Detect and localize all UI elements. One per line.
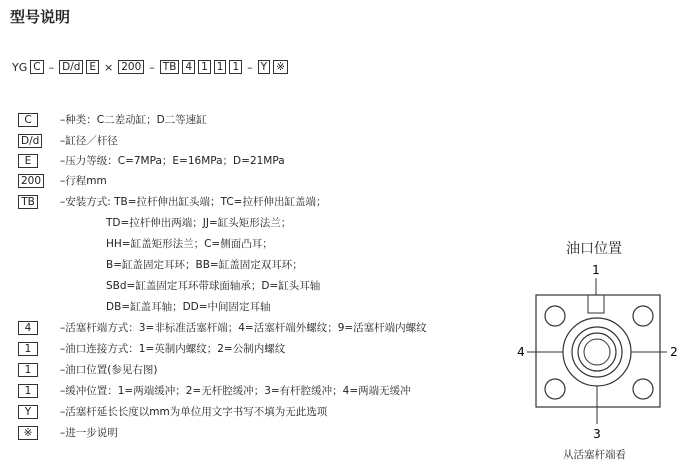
legend-key-box: 1: [18, 384, 38, 398]
legend-key: [18, 426, 38, 440]
legend-description: –油口连接方式：1=英制内螺纹；2=公制内螺纹: [60, 343, 286, 355]
legend-key-box: D/d: [18, 134, 42, 148]
model-code-box: E: [86, 60, 99, 74]
legend-key-box: 4: [18, 321, 38, 335]
bolt-hole-top-left: [545, 306, 565, 326]
page-title: 型号说明: [10, 8, 71, 26]
legend-description: –行程mm: [60, 175, 107, 187]
legend-description: –种类：C二差动缸；D二等速缸: [60, 114, 207, 126]
legend-description: DB=缸盖耳轴；DD=中间固定耳轴: [106, 301, 271, 313]
bolt-hole-bottom-right: [633, 379, 653, 399]
legend-key-box: E: [18, 154, 38, 168]
legend-key: [18, 405, 38, 419]
legend-description: –安装方式: TB=拉杆伸出缸头端；TC=拉杆伸出缸盖端；: [60, 196, 327, 208]
model-code-box: 4: [182, 60, 195, 74]
model-code-separator: –: [149, 60, 155, 74]
model-code-box: ※: [273, 60, 288, 74]
model-code-box: TB: [160, 60, 180, 74]
model-code-box: Y: [258, 60, 270, 74]
legend-key: [18, 363, 38, 377]
model-code-prefix: YG: [12, 60, 28, 74]
model-code-box: 200: [118, 60, 144, 74]
legend-description: –油口位置(参见右图): [60, 364, 158, 376]
legend-key-box: 1: [18, 342, 38, 356]
port-position-diagram: [515, 262, 685, 448]
port-label-left: 4: [517, 345, 525, 359]
legend-description: SBd=缸盖固定耳环带球面轴承；D=缸头耳轴: [106, 280, 321, 292]
legend-description: –缓冲位置：1=两端缓冲；2=无杆腔缓冲；3=有杆腔缓冲；4=两端无缓冲: [60, 385, 411, 397]
legend-description: TD=拉杆伸出两端；JJ=缸头矩形法兰；: [106, 217, 292, 229]
model-code-separator: ×: [104, 60, 114, 74]
center-mid-ring: [572, 327, 622, 377]
legend-key-box: 200: [18, 174, 44, 188]
legend-key: [18, 113, 38, 127]
legend-key-box: 1: [18, 363, 38, 377]
model-code-box: 1: [198, 60, 211, 74]
legend-key: [18, 154, 38, 168]
model-code-box: 1: [214, 60, 227, 74]
legend-description: –压力等级：C=7MPa；E=16MPa；D=21MPa: [60, 155, 285, 167]
model-code-box: 1: [229, 60, 242, 74]
legend-key-box: Y: [18, 405, 38, 419]
model-code-box: D/d: [59, 60, 83, 74]
bolt-hole-top-right: [633, 306, 653, 326]
legend-key: [18, 174, 44, 188]
legend-key-box: ※: [18, 426, 38, 440]
flange-outline: [536, 295, 660, 407]
legend-description: –活塞杆延长长度以mm为单位用文字书写不填为无此选项: [60, 406, 328, 418]
legend-description: B=缸盖固定耳环；BB=缸盖固定双耳环；: [106, 259, 303, 271]
diagram-title: 油口位置: [566, 241, 622, 257]
model-code: [12, 60, 288, 74]
legend-key: [18, 321, 38, 335]
legend-key: [18, 384, 38, 398]
piston-rod: [584, 339, 610, 365]
port-boss-top: [588, 295, 604, 313]
legend-key: [18, 342, 38, 356]
model-code-box: C: [30, 60, 43, 74]
legend-key: [18, 134, 42, 148]
model-code-separator: –: [247, 60, 253, 74]
legend-description: –活塞杆端方式：3=非标准活塞杆端；4=活塞杆端外螺纹；9=活塞杆端内螺纹: [60, 322, 427, 334]
legend-key-box: C: [18, 113, 38, 127]
legend-key-box: TB: [18, 195, 38, 209]
port-label-top: 1: [592, 263, 600, 277]
center-outer-ring: [563, 318, 631, 386]
legend-key: [18, 195, 38, 209]
port-label-right: 2: [670, 345, 678, 359]
legend-description: HH=缸盖矩形法兰；C=侧面凸耳；: [106, 238, 273, 250]
bolt-hole-bottom-left: [545, 379, 565, 399]
legend-description: –缸径／杆径: [60, 135, 118, 147]
diagram-caption: 从活塞杆端看: [563, 449, 626, 461]
legend-description: –进一步说明: [60, 427, 118, 439]
model-code-separator: –: [48, 60, 55, 74]
port-label-bottom: 3: [593, 427, 601, 441]
